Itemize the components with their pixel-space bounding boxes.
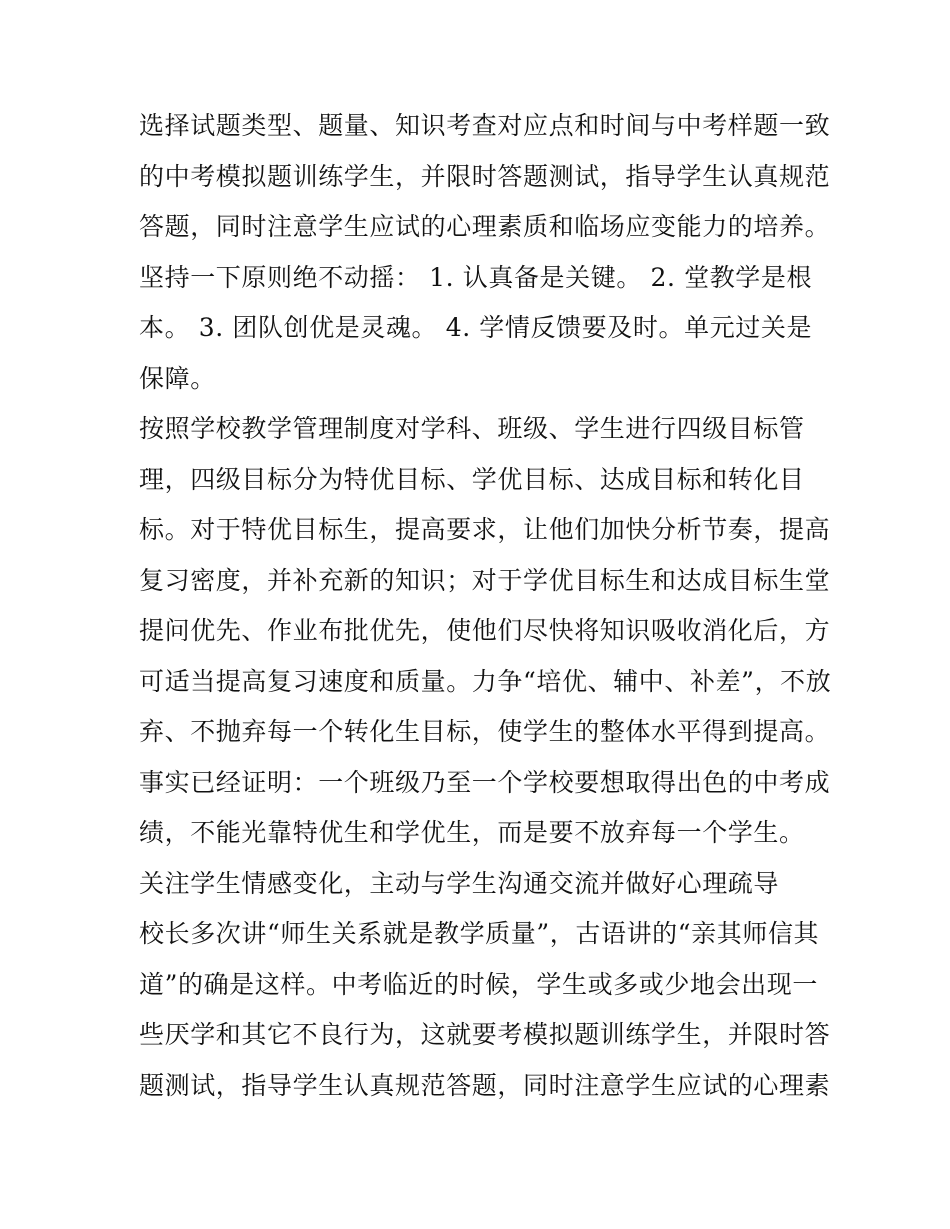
text-line: 弃、不抛弃每一个转化生目标，使学生的整体水平得到提高。: [139, 717, 831, 746]
text-line: 复习密度，并补充新的知识；对于学优目标生和达成目标生堂: [139, 565, 831, 595]
text-line: 答题，同时注意学生应试的心理素质和临场应变能力的培养。: [139, 212, 831, 241]
text-line: 可适当提高复习速度和质量。力争“培优、辅中、补差”，不放: [139, 666, 832, 696]
text-line: 保障。: [139, 363, 216, 393]
text-line: 的中考模拟题训练学生，并限时答题测试，指导学生认真规范: [139, 161, 831, 191]
text-line: 道”的确是这样。中考临近的时候，学生或多或少地会出现一: [139, 969, 818, 999]
text-line: 按照学校教学管理制度对学科、班级、学生进行四级目标管: [139, 414, 805, 443]
text-line: 关注学生情感变化，主动与学生沟通交流并做好心理疏导: [139, 868, 780, 898]
text-line: 校长多次讲“师生关系就是教学质量”，古语讲的“亲其师信其: [139, 919, 820, 948]
text-line: 理，四级目标分为特优目标、学优目标、达成目标和转化目: [139, 464, 805, 494]
text-line: 提问优先、作业布批优先，使他们尽快将知识吸收消化后，方: [139, 616, 831, 645]
text-line: 标。对于特优目标生，提高要求，让他们加快分析节奏，提高: [139, 515, 831, 544]
text-line: 绩，不能光靠特优生和学优生，而是要不放弃每一个学生。: [139, 818, 805, 847]
text-line: 些厌学和其它不良行为，这就要考模拟题训练学生，并限时答: [139, 1020, 831, 1049]
text-line: 本。 3. 团队创优是灵魂。 4. 学情反馈要及时。单元过关是: [139, 313, 813, 342]
text-line: 坚持一下原则绝不动摇： 1. 认真备是关键。 2. 堂教学是根: [139, 262, 813, 292]
text-line: 题测试，指导学生认真规范答题，同时注意学生应试的心理素: [139, 1070, 831, 1100]
text-line: 事实已经证明：一个班级乃至一个学校要想取得出色的中考成: [139, 767, 831, 797]
text-line: 选择试题类型、题量、知识考查对应点和时间与中考样题一致: [139, 111, 831, 140]
document-body: [139, 101, 832, 1111]
